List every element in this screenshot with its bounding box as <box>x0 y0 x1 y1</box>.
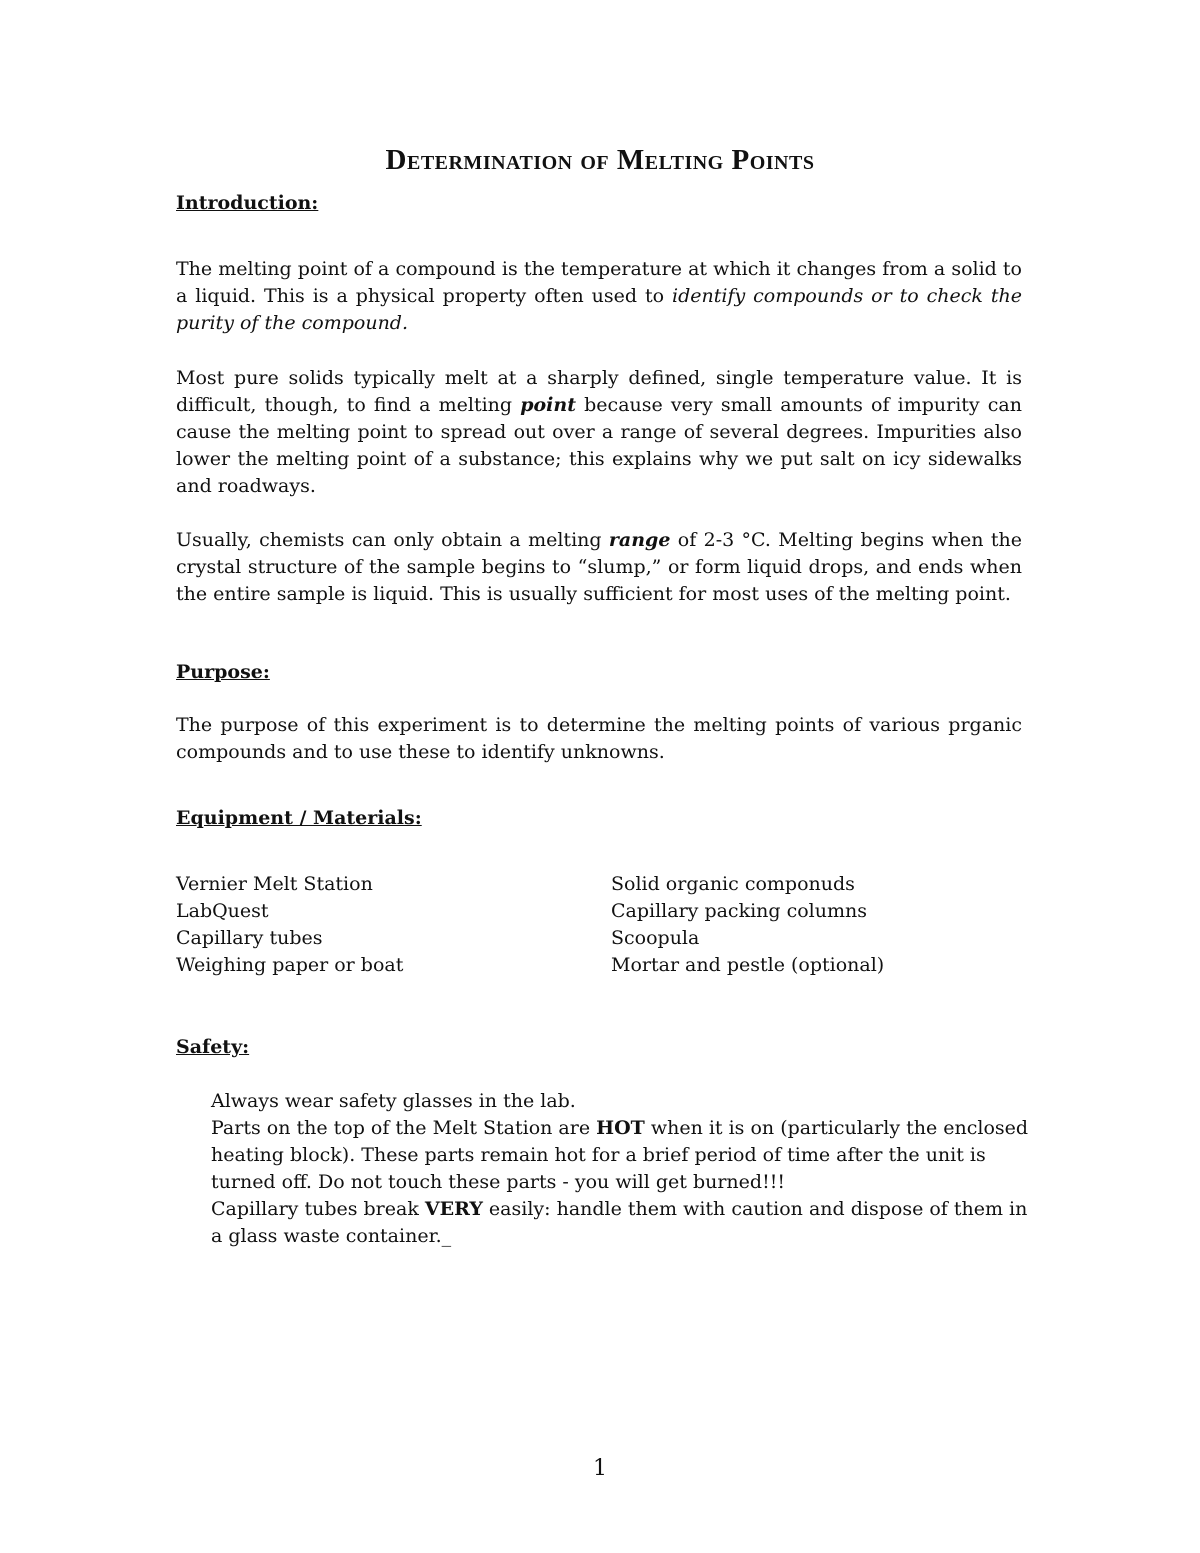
introduction-paragraph-2-text-end: because very small amounts of impurity can cause the melting point to spread out over a range of several degrees. Impurities also lower the melting point of a substance; this explains why we put salt on icy sidewalks and roadways. <box>176 394 1022 497</box>
list-item: Capillary packing columns <box>611 900 867 922</box>
introduction-paragraph-1-emphasis: identify compounds or to check the purity of the compound. <box>176 285 1022 334</box>
introduction-paragraph-2 <box>176 365 1022 500</box>
safety-item-capillary-text-start: Capillary tubes break <box>211 1198 425 1220</box>
page-number: 1 <box>593 1456 607 1481</box>
list-item: LabQuest <box>176 900 269 922</box>
safety-list <box>211 1088 1031 1250</box>
list-item: Solid organic componuds <box>611 873 855 895</box>
introduction-paragraph-2-emphasis: point <box>520 394 576 416</box>
purpose-heading: Purpose: <box>176 661 270 683</box>
list-item: Vernier Melt Station <box>176 873 373 895</box>
introduction-paragraph-1-text: The melting point of a compound is the temperature at which it changes from a solid to a liquid. This is a physical property often used to <box>176 258 1022 307</box>
safety-item-glasses: Always wear safety glasses in the lab. <box>211 1090 576 1112</box>
introduction-heading: Introduction: <box>176 192 319 214</box>
document-title: Determination of Melting Points <box>385 144 815 176</box>
introduction-paragraph-3 <box>176 527 1022 608</box>
introduction-paragraph-1 <box>176 256 1022 337</box>
safety-item-capillary-text-end: easily: handle them with caution and dispose of them in a glass waste container._ <box>211 1198 1028 1247</box>
list-item: Weighing paper or boat <box>176 954 404 976</box>
equipment-list-right <box>611 871 884 979</box>
safety-heading: Safety: <box>176 1036 250 1058</box>
list-item: Mortar and pestle (optional) <box>611 954 885 976</box>
safety-item-capillary <box>211 1196 1031 1250</box>
introduction-paragraph-3-emphasis: range <box>608 529 671 551</box>
safety-item-hot-emphasis: HOT <box>596 1117 645 1139</box>
safety-item-hot-parts-text-start: Parts on the top of the Melt Station are <box>211 1117 597 1139</box>
equipment-heading: Equipment / Materials: <box>176 807 422 829</box>
list-item: Capillary tubes <box>176 927 323 949</box>
list-item: Scoopula <box>611 927 700 949</box>
safety-item-very-emphasis: VERY <box>424 1198 483 1220</box>
introduction-paragraph-3-text-start: Usually, chemists can only obtain a melting <box>176 529 609 551</box>
introduction-paragraph-2-text-start: Most pure solids typically melt at a sharply defined, single temperature value. It is difficult, though, to find a melting <box>176 367 1022 416</box>
purpose-paragraph: The purpose of this experiment is to determine the melting points of various prganic compounds and to use these to identify unknowns. <box>176 714 1022 763</box>
safety-item-hot-parts <box>211 1115 1031 1196</box>
safety-item-hot-parts-text-end: when it is on (particularly the enclosed heating block). These parts remain hot for a brief period of time after the unit is turned off. Do not touch these parts - you will get burned!!! <box>211 1117 1029 1193</box>
introduction-paragraph-3-text-end: of 2-3 °C. Melting begins when the crystal structure of the sample begins to “slump,” or form liquid drops, and ends when the entire sample is liquid. This is usually sufficient for most uses of the melting point. <box>176 529 1022 605</box>
equipment-list-left <box>176 871 403 979</box>
